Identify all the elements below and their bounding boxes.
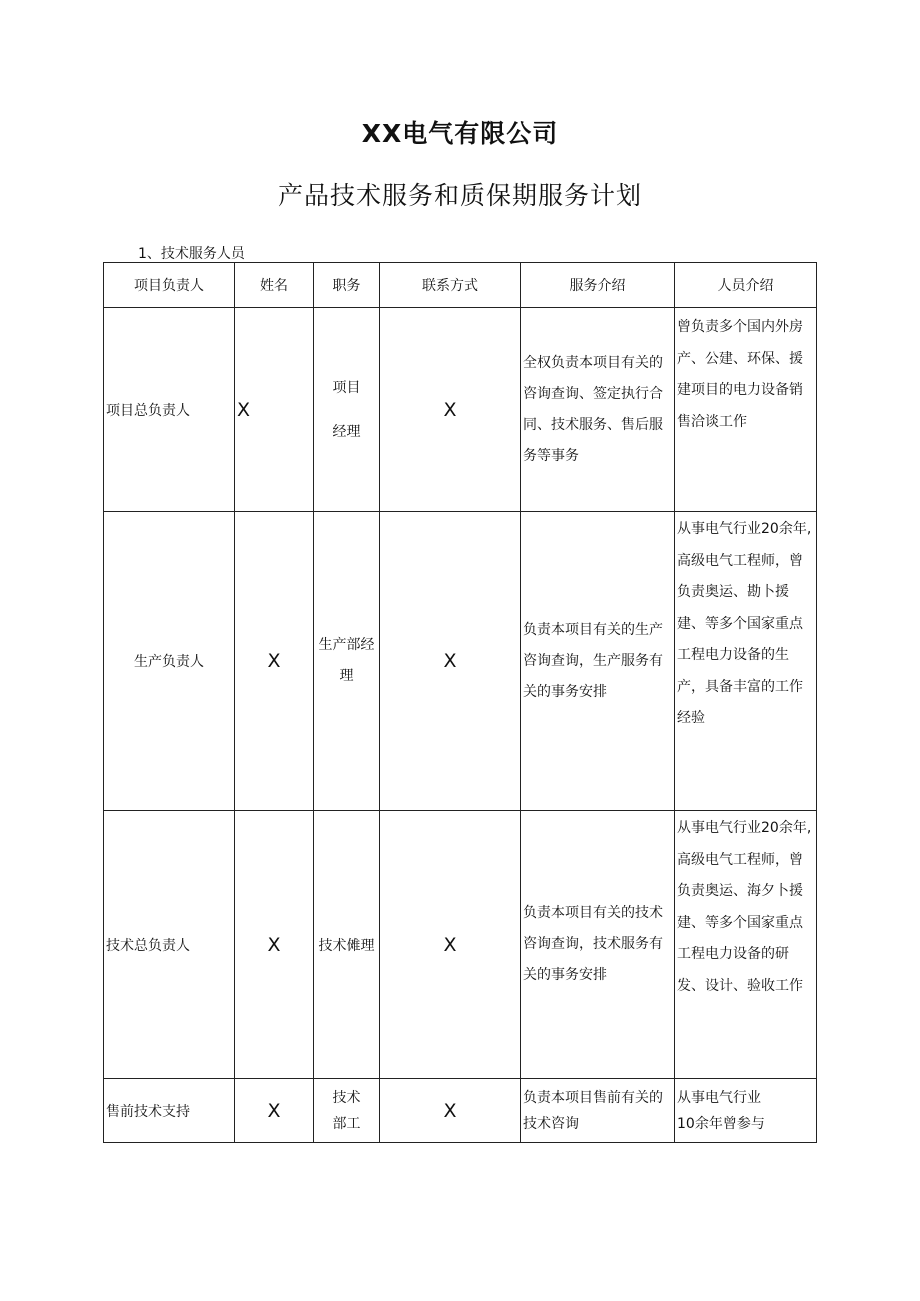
intro-cell: 曾负责多个国内外房产、公建、环保、援建项目的电力设备销售洽谈工作	[675, 308, 817, 512]
table-row	[104, 512, 817, 811]
name-cell: X	[235, 512, 314, 811]
col-header-position: 职务	[314, 263, 380, 308]
contact-cell: X	[380, 811, 521, 1079]
col-header-role: 项目负责人	[104, 263, 235, 308]
role-cell: 技术总负责人	[104, 811, 235, 1079]
name-cell: X	[235, 308, 314, 512]
position-cell	[314, 308, 380, 512]
position-line: 经理	[332, 423, 361, 440]
intro-cell	[675, 1079, 817, 1143]
service-cell: 全权负责本项目有关的咨询查询、签定执行合同、技术服务、售后服务等事务	[521, 308, 675, 512]
name-cell: X	[235, 1079, 314, 1143]
role-cell: 售前技术支持	[104, 1079, 235, 1143]
position-line: 技术	[332, 1089, 361, 1106]
company-title: XX电气有限公司	[361, 119, 559, 148]
contact-cell: X	[380, 1079, 521, 1143]
service-cell: 负责本项目有关的生产咨询查询，生产服务有关的事务安排	[521, 512, 675, 811]
section-heading: 1、技术服务人员	[138, 246, 245, 262]
contact-cell: X	[380, 512, 521, 811]
service-cell: 负责本项目售前有关的技术咨询	[521, 1079, 675, 1143]
position-line: 部工	[332, 1115, 361, 1132]
staff-table	[103, 262, 817, 1143]
position-line: 技术傩理	[318, 937, 375, 954]
table-row	[104, 308, 817, 512]
table-header-row	[104, 263, 817, 308]
position-cell	[314, 811, 380, 1079]
intro-cell: 从事电气行业20余年,高级电气工程师，曾负责奥运、海夕卜援建、等多个国家重点工程电力设备的研发、设计、验收工作	[675, 811, 817, 1079]
plan-title: 产品技术服务和质保期服务计划	[277, 181, 642, 210]
table-row	[104, 1079, 817, 1143]
col-header-contact: 联系方式	[380, 263, 521, 308]
service-cell: 负责本项目有关的技术咨询查询，技术服务有关的事务安排	[521, 811, 675, 1079]
role-cell: 生产负责人	[104, 512, 235, 811]
col-header-service: 服务介绍	[521, 263, 675, 308]
position-line: 项目	[332, 379, 361, 396]
intro-line: 10余年曾参与	[677, 1115, 765, 1132]
col-header-intro: 人员介绍	[675, 263, 817, 308]
table-row	[104, 811, 817, 1079]
name-cell: X	[235, 811, 314, 1079]
position-line: 生产部经	[318, 637, 375, 653]
position-cell	[314, 512, 380, 811]
role-cell: 项目总负责人	[104, 308, 235, 512]
intro-cell: 从事电气行业20余年,高级电气工程师，曾负责奥运、勘卜援建、等多个国家重点工程电力设备的生产，具备丰富的工作经验	[675, 512, 817, 811]
col-header-name: 姓名	[235, 263, 314, 308]
position-line: 理	[339, 668, 354, 684]
intro-line: 从事电气行业	[677, 1089, 761, 1106]
contact-cell: X	[380, 308, 521, 512]
position-cell	[314, 1079, 380, 1143]
